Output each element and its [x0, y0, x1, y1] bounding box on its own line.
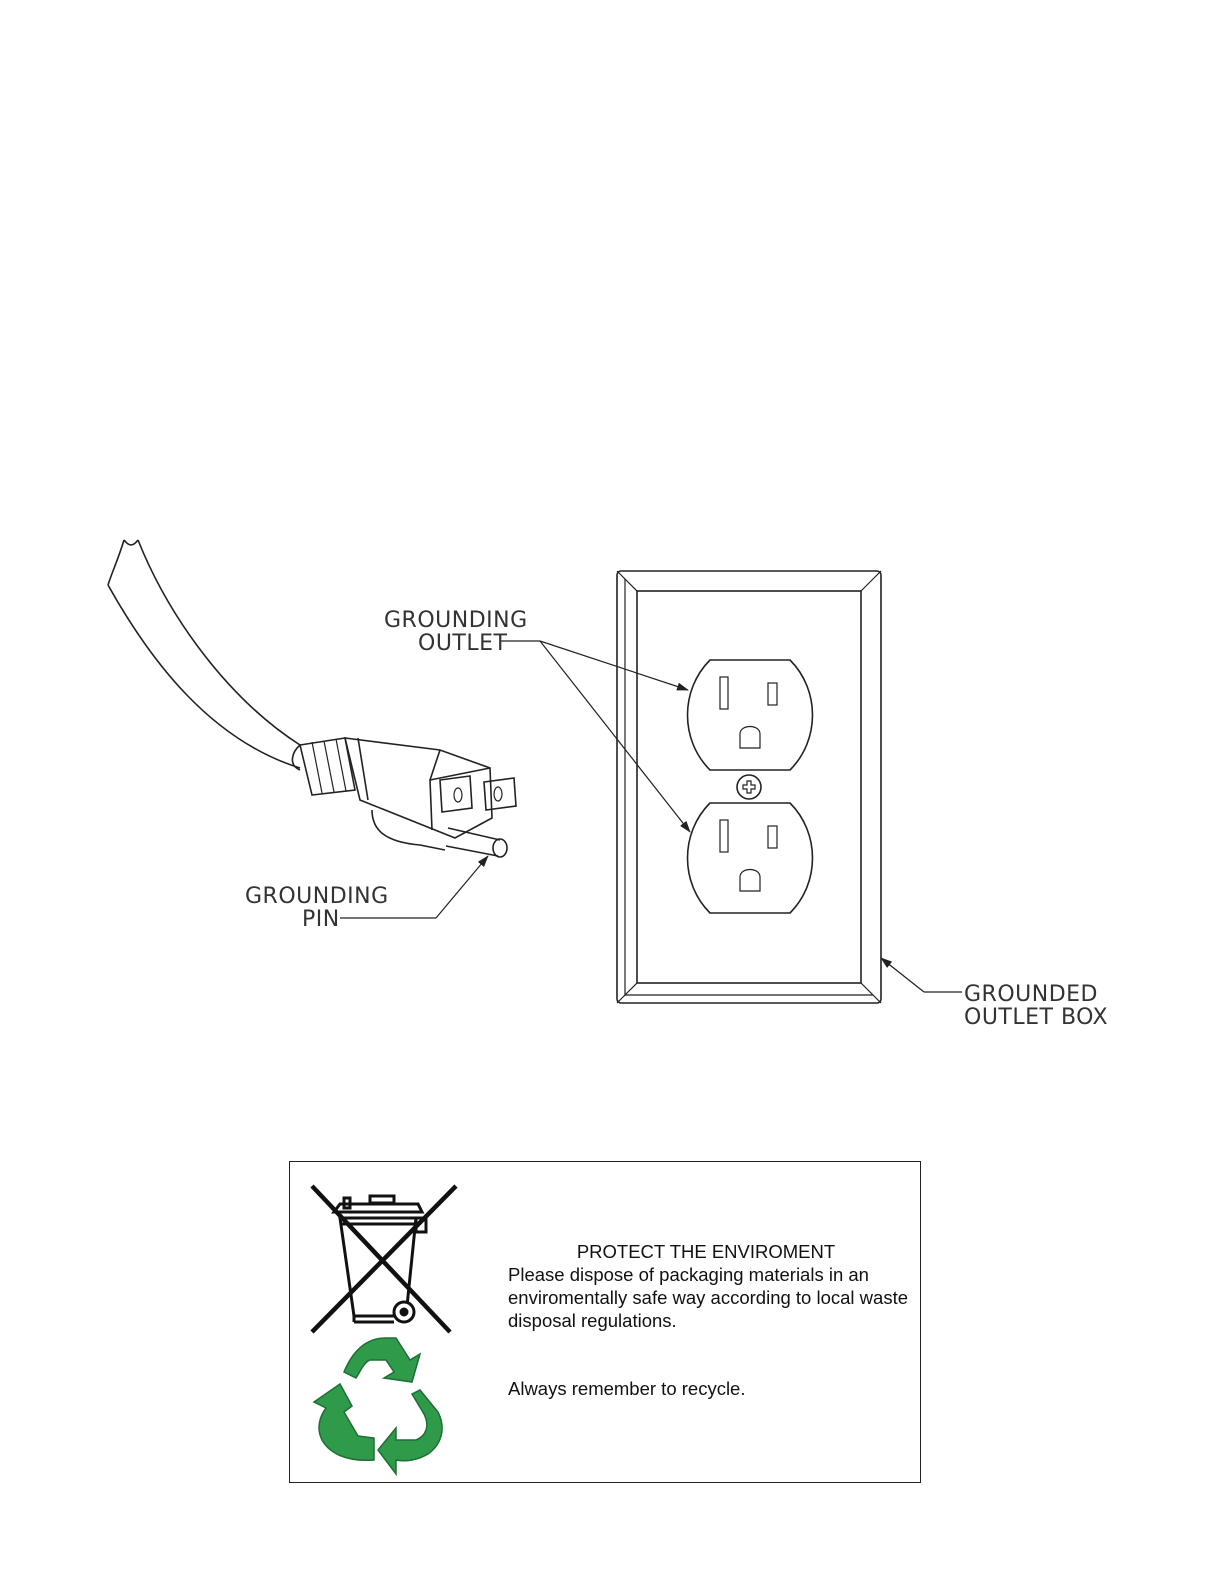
crossed-out-wheelie-bin-icon: [304, 1182, 464, 1342]
notice-reminder: Always remember to recycle.: [508, 1378, 746, 1399]
plug-illustration: [108, 540, 516, 857]
screw-icon: [737, 775, 761, 799]
environment-notice-box: [289, 1161, 921, 1483]
label-grounded-outlet-box-line2: OUTLET BOX: [964, 1005, 1109, 1030]
recycle-icon: [308, 1332, 453, 1477]
label-grounding-pin-line2: PIN: [302, 907, 340, 932]
notice-body: Please dispose of packaging materials in an enviromentally safe way according to local waste disposal regulations.: [508, 1264, 908, 1331]
label-grounded-outlet-box-line1: GROUNDED: [964, 982, 1098, 1007]
label-grounding-outlet-line1: GROUNDING: [384, 608, 528, 633]
environment-notice-text: [508, 1240, 908, 1332]
outlet-plate: [617, 571, 881, 1003]
label-grounding-outlet-line2: OUTLET: [418, 631, 508, 656]
upper-receptacle: [688, 660, 813, 770]
lower-receptacle: [688, 803, 813, 913]
notice-title: PROTECT THE ENVIROMENT: [576, 1241, 836, 1262]
label-grounding-pin-line1: GROUNDING: [245, 884, 389, 909]
